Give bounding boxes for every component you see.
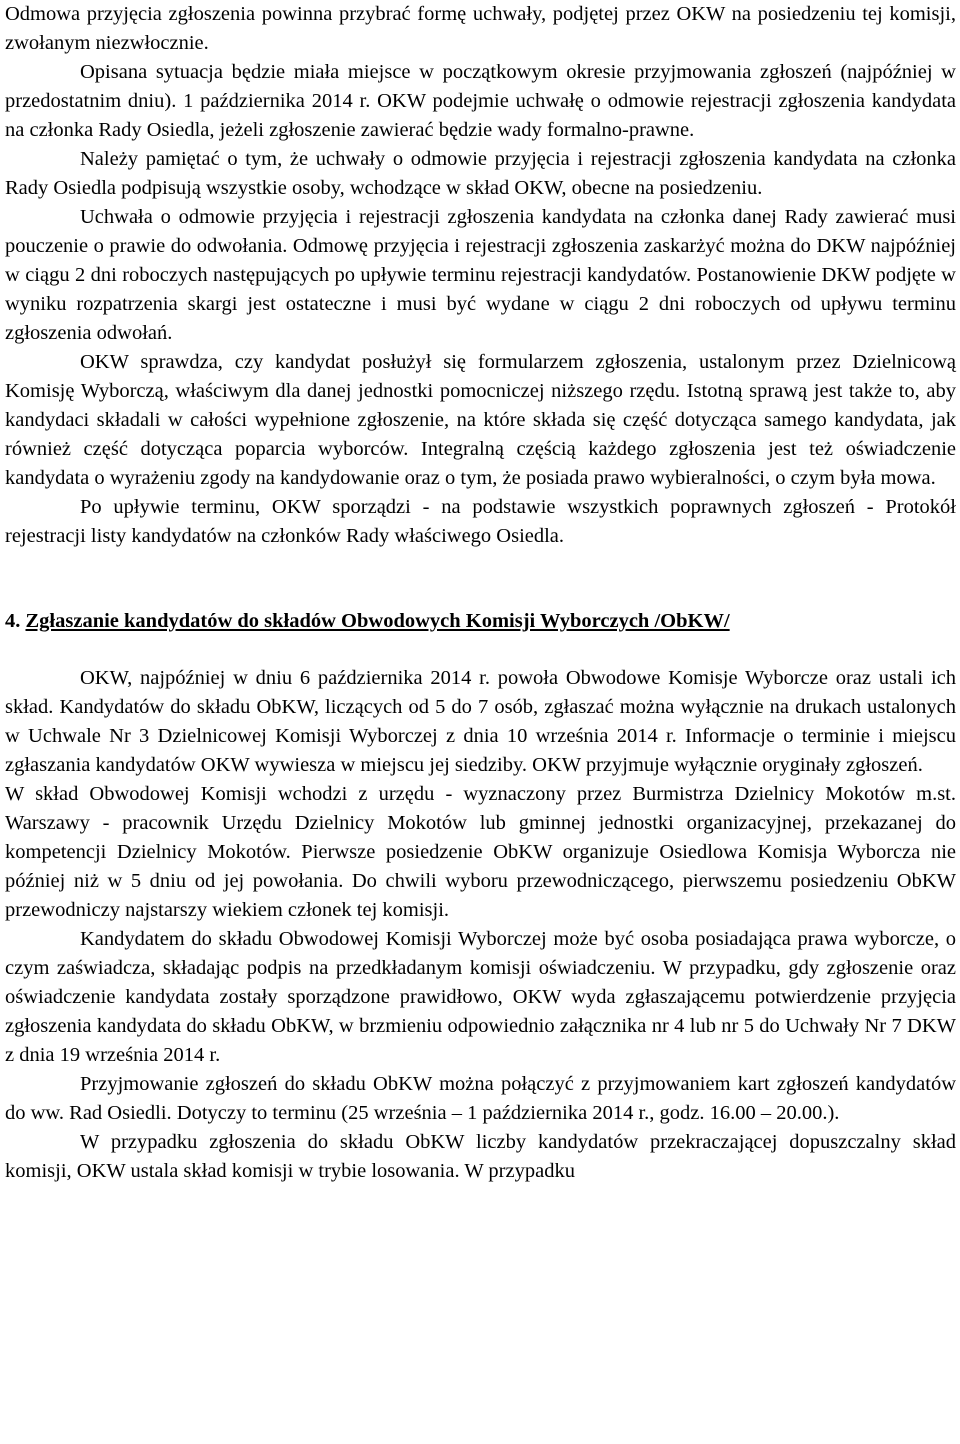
paragraph-obkw-composition: W skład Obwodowej Komisji wchodzi z urzędu - wyznaczony przez Burmistrza Dzielnicy Mokotów m.st. Warszawy - pracownik Urzędu Dzielnicy Mokotów lub gminnej jednostki organizacyjnej, przekazanej do kompetencji Dzielnicy Mokotów. Pierwsze posiedzenie ObKW organizuje Osiedlowa Komisja Wyborcza nie później niż w 5 dniu od jej powołania. Do chwili wyboru przewodniczącego, pierwszemu posiedzeniu ObKW przewodniczy najstarszy wiekiem członek tej komisji.	[5, 783, 956, 921]
paragraph-obkw-lottery: W przypadku zgłoszenia do składu ObKW liczby kandydatów przekraczającej dopuszczalny skład komisji, OKW ustala skład komisji w trybie losowania. W przypadku	[5, 1131, 956, 1182]
paragraph-refusal-timing: Opisana sytuacja będzie miała miejsce w początkowym okresie przyjmowania zgłoszeń (najpóźniej w przedostatnim dniu). 1 października 2014 r. OKW podejmie uchwałę o odmowie rejestracji zgłoszenia kandydata na członka Rady Osiedla, jeżeli zgłoszenie zawierać będzie wady formalno-prawne.	[5, 61, 956, 141]
section-title: Zgłaszanie kandydatów do składów Obwodowych Komisji Wyborczych /ObKW/	[25, 610, 730, 632]
paragraph-form-verification: OKW sprawdza, czy kandydat posłużył się formularzem zgłoszenia, ustalonym przez Dzielnicową Komisję Wyborczą, właściwym dla danej jednostki pomocniczej niższego rzędu. Istotną sprawą jest także to, aby kandydaci składali w całości wypełnione zgłoszenie, na które składa się część dotycząca samego kandydata, jak również część dotycząca poparcia wyborców. Integralną częścią każdego zgłoszenia jest też oświadczenie kandydata o wyrażeniu zgody na kandydowanie oraz o tym, że posiada prawo wybieralności, o czym była mowa.	[5, 351, 956, 489]
paragraph-refusal-form: Odmowa przyjęcia zgłoszenia powinna przybrać formę uchwały, podjętej przez OKW na posiedzeniu tej komisji, zwołanym niezwłocznie.	[5, 3, 956, 54]
paragraph-obkw-appointment: OKW, najpóźniej w dniu 6 października 2014 r. powoła Obwodowe Komisje Wyborcze oraz ustali ich skład. Kandydatów do składu ObKW, liczących od 5 do 7 osób, zgłaszać można wyłącznie na drukach ustalonych w Uchwale Nr 3 Dzielnicowej Komisji Wyborczej z dnia 10 września 2014 r. Informacje o terminie i miejscu zgłaszania kandydatów OKW wywiesza w miejscu jej siedziby. OKW przyjmuje wyłącznie oryginały zgłoszeń.	[5, 667, 956, 776]
section-spacer	[5, 551, 956, 607]
paragraph-registration-protocol: Po upływie terminu, OKW sporządzi - na podstawie wszystkich poprawnych zgłoszeń - Protokół rejestracji listy kandydatów na członków Rady właściwego Osiedla.	[5, 496, 956, 547]
heading-spacer	[5, 636, 956, 664]
paragraph-resolution-signatures: Należy pamiętać o tym, że uchwały o odmowie przyjęcia i rejestracji zgłoszenia kandydata na członka Rady Osiedla podpisują wszystkie osoby, wchodzące w skład OKW, obecne na posiedzeniu.	[5, 148, 956, 199]
section-number: 4.	[5, 610, 21, 632]
section-heading	[5, 607, 956, 636]
paragraph-obkw-submission-time: Przyjmowanie zgłoszeń do składu ObKW można połączyć z przyjmowaniem kart zgłoszeń kandydatów do ww. Rad Osiedli. Dotyczy to terminu (25 września – 1 października 2014 r., godz. 16.00 – 20.00.).	[5, 1073, 956, 1124]
paragraph-appeal-rights: Uchwała o odmowie przyjęcia i rejestracji zgłoszenia kandydata na członka danej Rady zawierać musi pouczenie o prawie do odwołania. Odmowę przyjęcia i rejestracji zgłoszenia zaskarżyć można do DKW najpóźniej w ciągu 2 dni roboczych następujących po upływie terminu rejestracji kandydatów. Postanowienie DKW podjęte w wyniku rozpatrzenia skargi jest ostateczne i musi być wydane w ciągu 2 dni roboczych od upływu terminu zgłoszenia odwołań.	[5, 206, 956, 344]
paragraph-obkw-candidate: Kandydatem do składu Obwodowej Komisji Wyborczej może być osoba posiadająca prawa wyborcze, o czym zaświadcza, składając podpis na przedkładanym komisji oświadczeniu. W przypadku, gdy zgłoszenie oraz oświadczenie kandydata zostały sporządzone prawidłowo, OKW wyda zgłaszającemu potwierdzenie przyjęcia zgłoszenia kandydata do składu ObKW, w brzmieniu odpowiednio załącznika nr 4 lub nr 5 do Uchwały Nr 7 DKW z dnia 19 września 2014 r.	[5, 928, 956, 1066]
